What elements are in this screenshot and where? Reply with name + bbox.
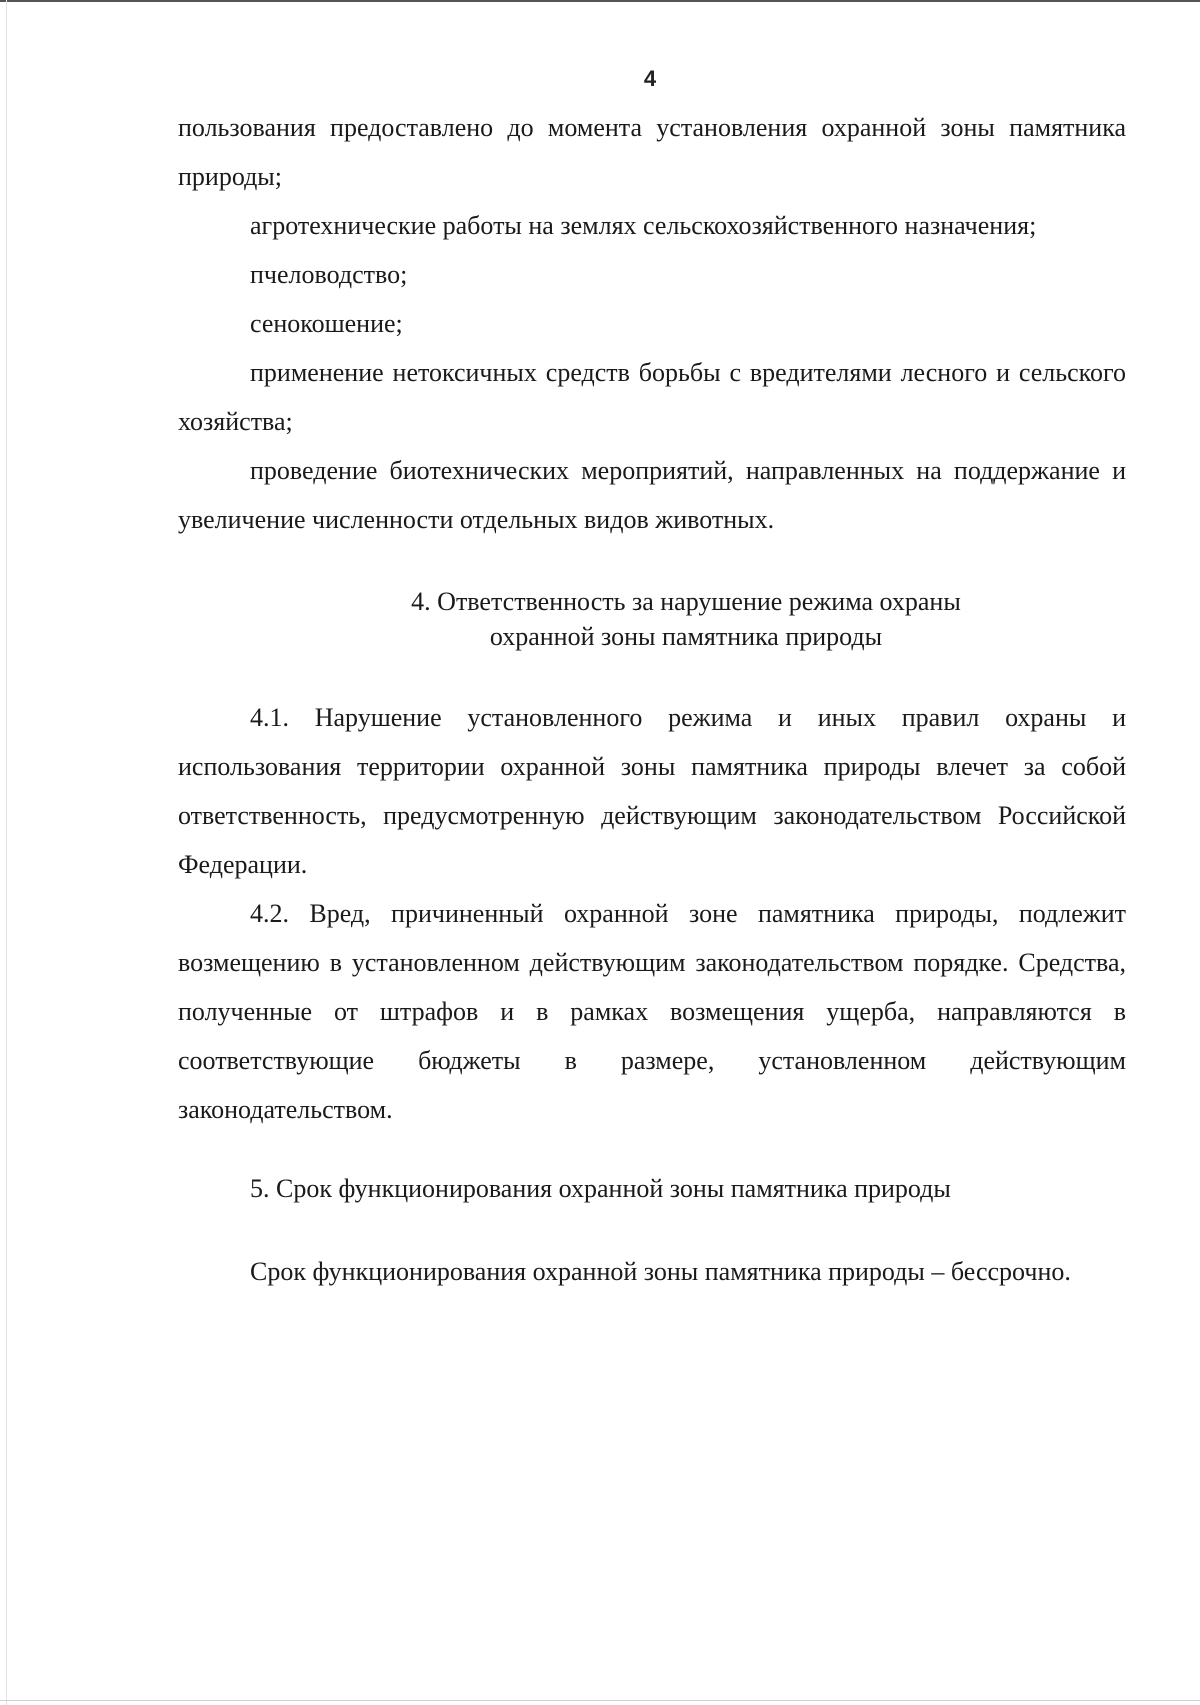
heading-line: 5. Срок функционирования охранной зоны памятника природы	[250, 1174, 951, 1203]
paragraph: Срок функционирования охранной зоны памятника природы – бессрочно.	[250, 1257, 1071, 1286]
section-body	[178, 693, 1126, 1134]
list-item: проведение биотехнических мероприятий, направленных на поддержание и увеличение численности отдельных видов животных.	[178, 456, 1126, 534]
section-heading	[178, 584, 1194, 654]
list-block	[178, 103, 1126, 544]
scan-bottom-edge	[0, 1700, 1200, 1701]
paragraph: 4.2. Вред, причиненный охранной зоне памятника природы, подлежит возмещению в установленном действующим законодательством порядке. Средства, полученные от штрафов и в рамках возмещения ущерба, направляются в соответствующие бюджеты в размере, установленном действующим законодательством.	[178, 899, 1126, 1124]
section-heading	[178, 1171, 1198, 1206]
heading-line: 4. Ответственность за нарушение режима охраны	[411, 587, 961, 616]
scan-left-edge	[6, 0, 7, 1705]
list-item: агротехнические работы на землях сельскохозяйственного назначения;	[250, 211, 1037, 240]
scan-top-edge	[0, 0, 1200, 2]
section-body	[178, 1247, 1126, 1296]
heading-line: охранной зоны памятника природы	[489, 622, 883, 651]
list-item: применение нетоксичных средств борьбы с вредителями лесного и сельского хозяйства;	[178, 358, 1126, 436]
paragraph: 4.1. Нарушение установленного режима и иных правил охраны и использования территории охранной зоны памятника природы влечет за собой ответственность, предусмотренную действующим законодательством Российской Федерации.	[178, 703, 1126, 879]
paragraph-continuation: пользования предоставлено до момента установления охранной зоны памятника природы;	[178, 113, 1126, 191]
page-number: 4	[643, 66, 657, 91]
list-item: сенокошение;	[250, 309, 403, 338]
list-item: пчеловодство;	[250, 260, 408, 289]
